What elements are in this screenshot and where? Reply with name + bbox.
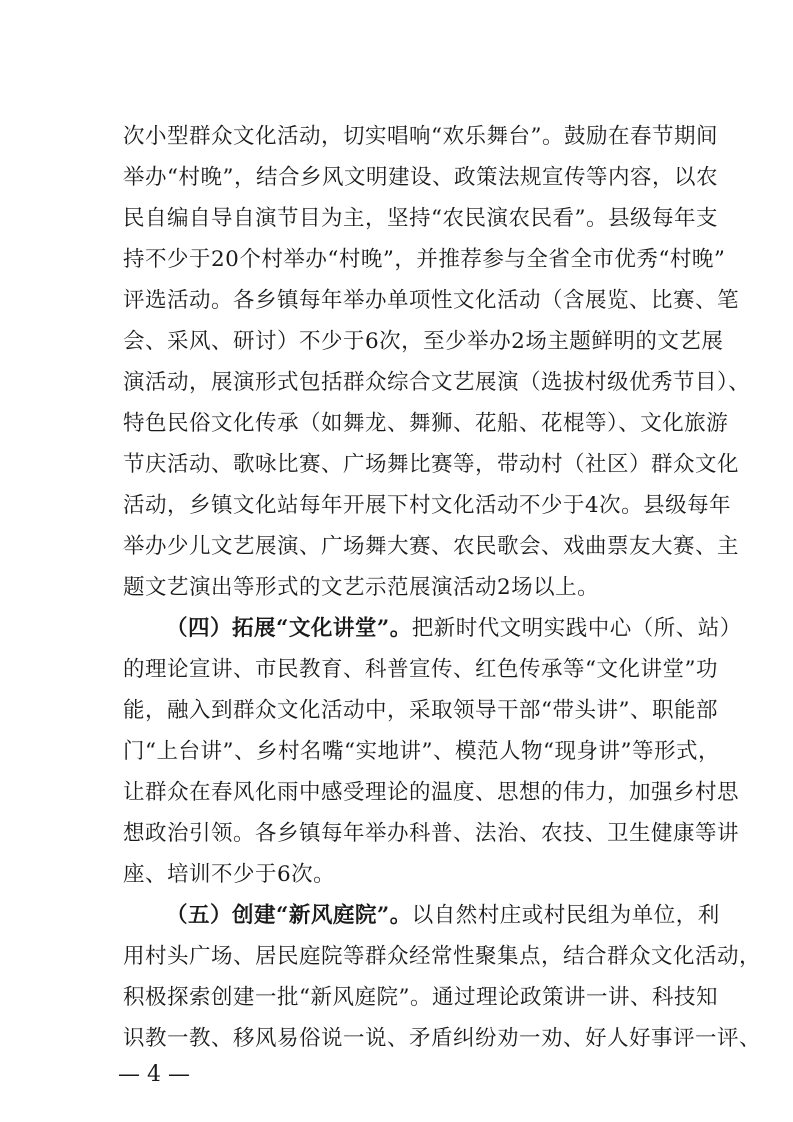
body-line: 的理论宣讲、市民教育、科普宣传、红色传承等“文化讲堂”功 (123, 657, 718, 682)
body-line: 演活动，展演形式包括群众综合文艺展演（选拔村级优秀节目）、 (123, 370, 751, 395)
body-line: 会、采风、研讨）不少于6次，至少举办2场主题鲜明的文艺展 (123, 329, 724, 354)
page-number: — 4 — (118, 1062, 190, 1087)
body-line: 能，融入到群众文化活动中，采取领导干部“带头讲”、职能部 (123, 698, 718, 723)
body-line: 积极探索创建一批“新风庭院”。通过理论政策讲一讲、科技知 (123, 985, 718, 1010)
body-line: 门“上台讲”、乡村名嘴“实地讲”、模范人物“现身讲”等形式， (123, 739, 720, 764)
section-heading: （四）拓展“文化讲堂”。 (166, 616, 412, 641)
body-text: 把新时代文明实践中心（所、站） (411, 616, 742, 641)
body-line: 节庆活动、歌咏比赛、广场舞比赛等，带动村（社区）群众文化 (123, 452, 740, 477)
body-line: 举办“村晚”，结合乡风文明建设、政策法规宣传等内容，以农 (123, 165, 718, 190)
body-line: 让群众在春风化雨中感受理论的温度、思想的伟力，加强乡村思 (123, 780, 740, 805)
body-line: 座、培训不少于6次。 (123, 862, 336, 887)
body-line: 持不少于20个村举办“村晚”，并推荐参与全省全市优秀“村晚” (123, 247, 726, 272)
body-text: 以自然村庄或村民组为单位，利 (411, 903, 720, 928)
body-line: 活动，乡镇文化站每年开展下村文化活动不少于4次。县级每年 (123, 493, 732, 518)
body-line: 评选活动。各乡镇每年举办单项性文化活动（含展览、比赛、笔 (123, 288, 740, 313)
section-first-line (166, 895, 720, 936)
body-line: 次小型群众文化活动，切实唱响“欢乐舞台”。鼓励在春节期间 (123, 124, 718, 149)
body-line: 题文艺演出等形式的文艺示范展演活动2场以上。 (123, 575, 600, 600)
body-line: 用村头广场、居民庭院等群众经常性聚集点，结合群众文化活动， (123, 944, 762, 969)
body-line: 特色民俗文化传承（如舞龙、舞狮、花船、花棍等）、文化旅游 (123, 411, 729, 436)
body-line: 民自编自导自演节目为主，坚持“农民演农民看”。县级每年支 (123, 206, 718, 231)
body-line: 想政治引领。各乡镇每年举办科普、法治、农技、卫生健康等讲 (123, 821, 740, 846)
body-line: 举办少儿文艺展演、广场舞大赛、农民歌会、戏曲票友大赛、主 (123, 534, 740, 559)
section-first-line (166, 608, 742, 649)
body-line: 识教一教、移风易俗说一说、矛盾纠纷劝一劝、好人好事评一评、 (123, 1026, 762, 1051)
section-heading: （五）创建“新风庭院”。 (166, 903, 412, 928)
